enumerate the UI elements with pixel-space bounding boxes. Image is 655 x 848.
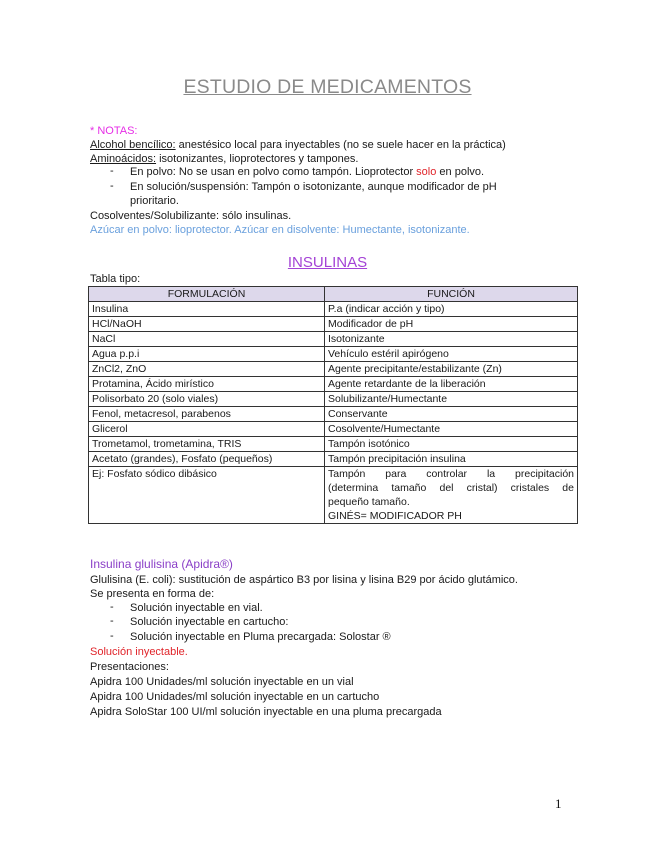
table-cell: Vehículo estéril apirógeno [325, 347, 578, 362]
table-row [89, 392, 578, 407]
bullet-dash: - [110, 165, 114, 177]
table-cell: Protamina, Ácido mirístico [89, 377, 325, 392]
table-cell-line: Tampón para controlar la precipitación [328, 468, 574, 480]
table-row [89, 422, 578, 437]
note-alcohol-text: anestésico local para inyectables (no se suele hacer en la práctica) [175, 139, 506, 151]
table-row [89, 317, 578, 332]
table-cell-multiline [325, 467, 578, 524]
note-bullet-polvo-red: solo [416, 166, 437, 178]
table-cell: Agua p.p.i [89, 347, 325, 362]
note-bullet-polvo-text: En polvo: No se usan en polvo como tampón. Lioprotector [130, 166, 417, 178]
table-caption: Tabla tipo: [90, 273, 141, 285]
table-row [89, 467, 578, 524]
table-cell: Polisorbato 20 (solo viales) [89, 392, 325, 407]
apidra-description: Glulisina (E. coli): sustitución de aspártico B3 por lisina y lisina B29 por ácido glutámico. [90, 574, 518, 586]
table-cell: NaCl [89, 332, 325, 347]
table-cell: Solubilizante/Humectante [325, 392, 578, 407]
table-cell: Tampón isotónico [325, 437, 578, 452]
table-cell: Agente retardante de la liberación [325, 377, 578, 392]
page-number: 1 [555, 796, 562, 811]
bullet-dash: - [110, 615, 114, 627]
table-cell: ZnCl2, ZnO [89, 362, 325, 377]
table-cell: Glicerol [89, 422, 325, 437]
table-cell: Modificador de pH [325, 317, 578, 332]
apidra-presenta: Se presenta en forma de: [90, 588, 215, 600]
note-amino-text: isotonizantes, lioprotectores y tampones. [156, 153, 359, 165]
table-cell: Acetato (grandes), Fosfato (pequeños) [89, 452, 325, 467]
table-cell: Insulina [89, 302, 325, 317]
note-bullet-solucion-1: En solución/suspensión: Tampón o isotonizante, aunque modificador de pH [130, 181, 497, 193]
table-header-formulacion: FORMULACIÓN [89, 287, 325, 302]
apidra-solucion: Solución inyectable. [90, 646, 188, 658]
document-title: ESTUDIO DE MEDICAMENTOS [183, 76, 472, 98]
table-cell: Conservante [325, 407, 578, 422]
apidra-title: Insulina glulisina (Apidra®) [90, 557, 233, 571]
note-cosolventes: Cosolventes/Solubilizante: sólo insulinas. [90, 210, 292, 222]
bullet-dash: - [110, 601, 114, 613]
table-cell-line: pequeño tamaño. [328, 496, 410, 508]
note-aminoacidos [90, 152, 580, 166]
table-row [89, 437, 578, 452]
apidra-bullet: Solución inyectable en vial. [130, 602, 263, 614]
table-row [89, 302, 578, 317]
apidra-presentaciones-label: Presentaciones: [90, 661, 169, 673]
section-title-insulinas: INSULINAS [287, 254, 368, 271]
note-alcohol [90, 138, 580, 152]
table-cell-line: (determina tamaño del cristal) cristales de [328, 482, 574, 494]
table-cell: Tampón precipitación insulina [325, 452, 578, 467]
table-header-funcion: FUNCIÓN [325, 287, 578, 302]
formulation-table [88, 286, 578, 524]
table-cell: Isotonizante [325, 332, 578, 347]
table-row [89, 332, 578, 347]
apidra-presentation-item: Apidra 100 Unidades/ml solución inyectable en un vial [90, 676, 354, 688]
bullet-dash: - [110, 180, 114, 192]
table-cell: Cosolvente/Humectante [325, 422, 578, 437]
apidra-bullet: Solución inyectable en cartucho: [130, 616, 289, 628]
table-row [89, 407, 578, 422]
notes-header: * NOTAS: [90, 125, 138, 137]
table-row [89, 452, 578, 467]
table-cell: Ej: Fosfato sódico dibásico [89, 467, 325, 524]
table-row [89, 362, 578, 377]
table-cell: HCl/NaOH [89, 317, 325, 332]
note-bullet-solucion-2: prioritario. [130, 195, 179, 207]
table-cell: Fenol, metacresol, parabenos [89, 407, 325, 422]
apidra-bullet: Solución inyectable en Pluma precargada: Solostar ® [130, 631, 391, 643]
bullet-dash: - [110, 630, 114, 642]
apidra-presentation-item: Apidra 100 Unidades/ml solución inyectable en un cartucho [90, 691, 380, 703]
table-row [89, 347, 578, 362]
note-alcohol-label: Alcohol bencílico: [90, 139, 176, 151]
table-cell-line: GINÉS= MODIFICADOR PH [328, 510, 462, 522]
note-bullet-polvo-end: en polvo. [436, 166, 485, 178]
note-bullet-polvo [130, 165, 580, 179]
table-header-row [89, 287, 578, 302]
table-cell: Agente precipitante/estabilizante (Zn) [325, 362, 578, 377]
apidra-presentation-item: Apidra SoloStar 100 UI/ml solución inyectable en una pluma precargada [90, 706, 442, 718]
note-amino-label: Aminoácidos: [90, 153, 157, 165]
table-cell: P.a (indicar acción y tipo) [325, 302, 578, 317]
table-cell: Trometamol, trometamina, TRIS [89, 437, 325, 452]
table-row [89, 377, 578, 392]
note-azucar: Azúcar en polvo: lioprotector. Azúcar en disolvente: Humectante, isotonizante. [90, 224, 470, 236]
